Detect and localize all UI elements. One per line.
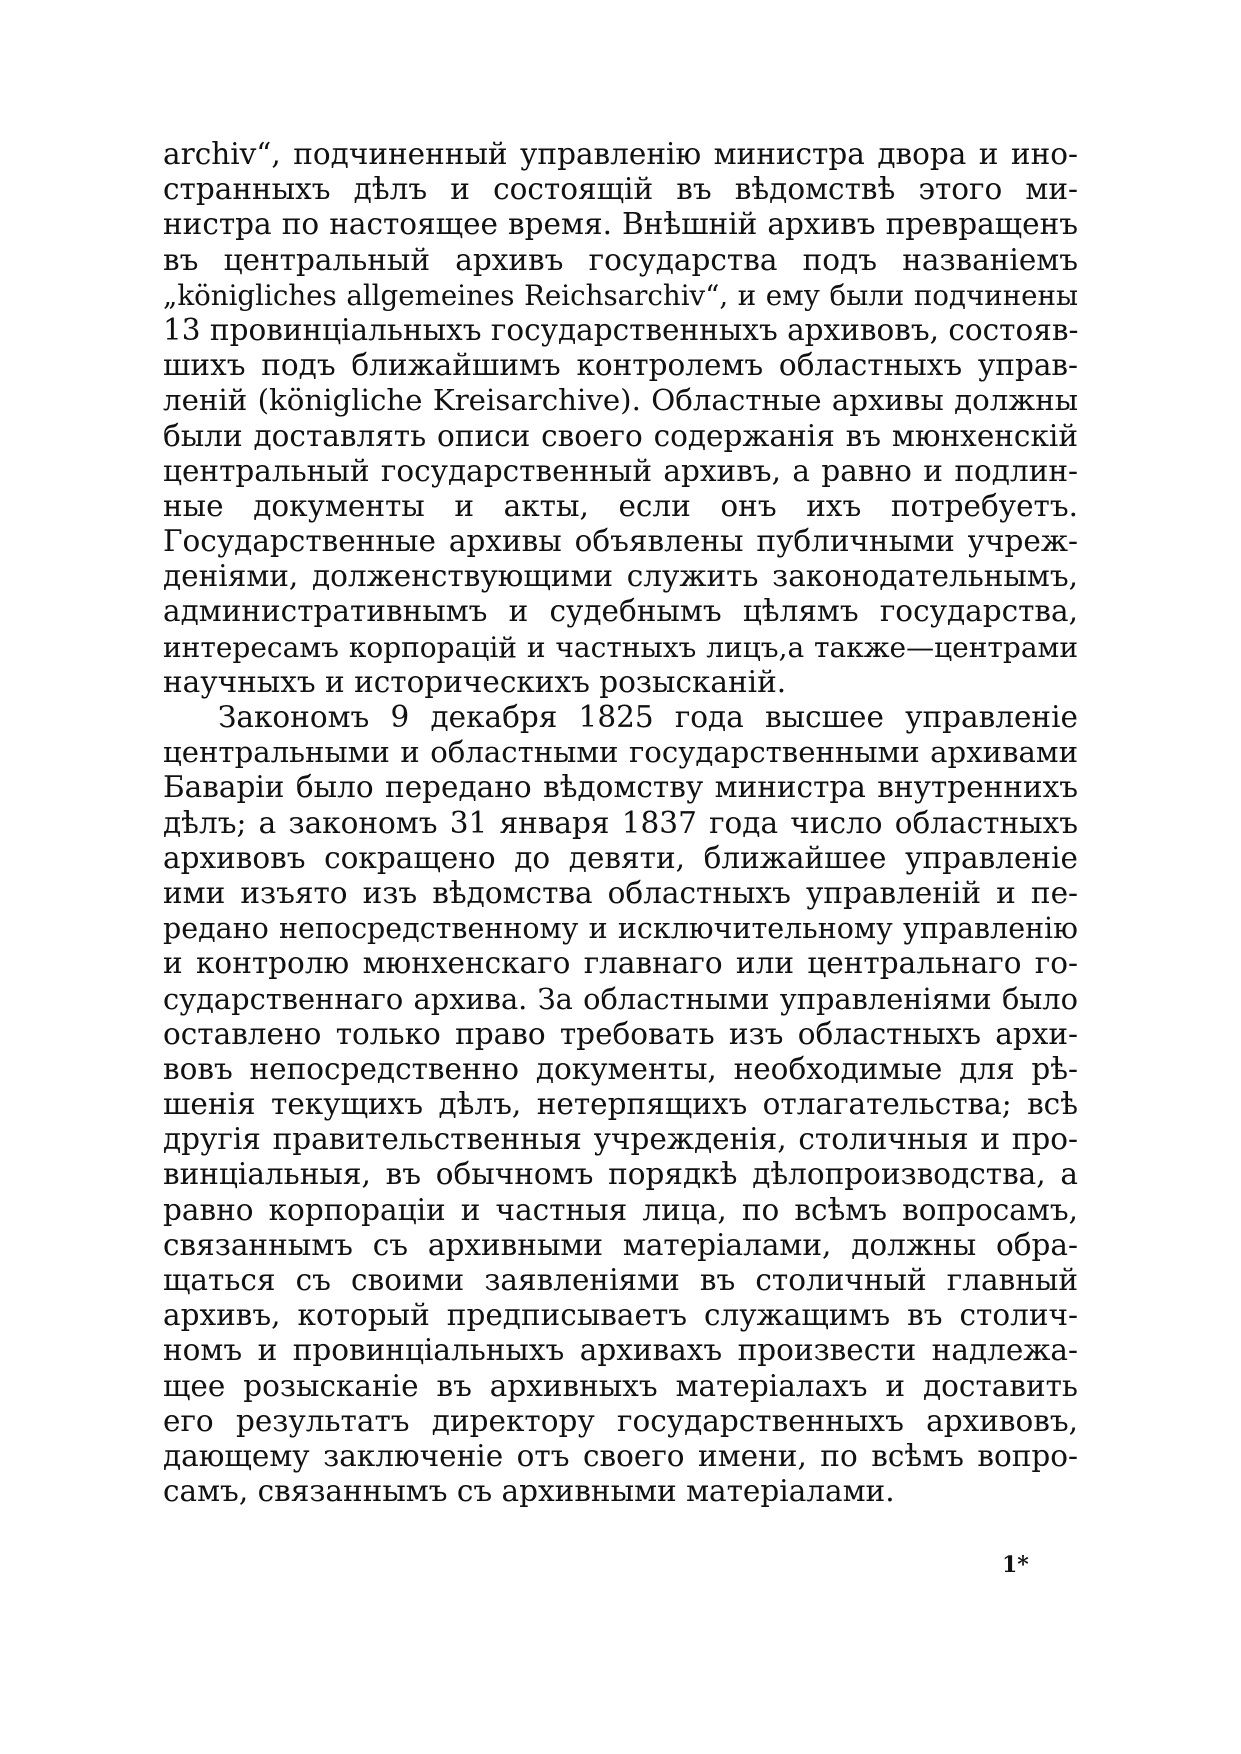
text-line: ими изъято изъ вѣдомства областныхъ управленій и пе- <box>163 875 1078 910</box>
text-line: и контролю мюнхенскаго главнаго или центральнаго го- <box>163 946 1078 981</box>
text-line: щаться съ своими заявленіями въ столичный главный <box>163 1263 1078 1297</box>
text-line: щее розысканіе въ архивныхъ матеріалахъ и доставить <box>163 1368 1078 1403</box>
text-line: самъ, связаннымъ съ архивными матеріалами. <box>163 1474 895 1509</box>
text-line: винціальныя, въ обычномъ порядкѣ дѣлопроизводства, а <box>163 1157 1078 1192</box>
text-line: вовъ непосредственно документы, необходимые для рѣ- <box>163 1051 1078 1086</box>
text-line: его результатъ директору государственныхъ архивовъ, <box>163 1403 1078 1438</box>
text-line: центральными и областными государственными архивами <box>163 735 1078 770</box>
text-line: оставлено только право требовать изъ областныхъ архи- <box>163 1016 1078 1051</box>
text-line: административнымъ и судебнымъ цѣлямъ государства, <box>163 594 1078 629</box>
text-line: Закономъ 9 декабря 1825 года высшее управленіе <box>218 700 1078 734</box>
text-line: шихъ подъ ближайшимъ контролемъ областныхъ управ- <box>163 348 1078 383</box>
text-line: странныхъ дѣлъ и состоящій въ вѣдомствѣ этого ми- <box>163 172 1078 207</box>
text-line: Государственные архивы объявлены публичными учреж- <box>163 524 1078 559</box>
text-line: архивовъ сокращено до девяти, ближайшее управленіе <box>163 840 1078 875</box>
text-line: редано непосредственному и исключительному управленію <box>163 912 1078 946</box>
text-line: центральный государственный архивъ, а равно и подлин- <box>163 453 1078 488</box>
text-line: шенія текущихъ дѣлъ, нетерпящихъ отлагательства; всѣ <box>163 1087 1078 1122</box>
text-line: нистра по настоящее время. Внѣшній архивъ превращенъ <box>163 207 1078 242</box>
text-line: въ центральный архивъ государства подъ названіемъ <box>163 242 1078 277</box>
text-line: ные документы и акты, если онъ ихъ потребуетъ. <box>163 488 1078 523</box>
text-line: archiv“, подчиненный управленію министра двора и ино- <box>163 137 1078 171</box>
text-line: были доставлять описи своего содержанія въ мюнхенскій <box>163 418 1078 453</box>
text-line: другія правительственныя учрежденія, столичныя и про- <box>163 1122 1078 1157</box>
text-line: равно корпораціи и частныя лица, по всѣмъ вопросамъ, <box>163 1192 1078 1227</box>
text-line: леній (königliche Kreisarchive). Областные архивы должны <box>163 383 1078 418</box>
text-line: „königliches allgemeines Reichsarchiv“, и ему были подчинены <box>163 278 1078 312</box>
text-line: деніями, долженствующими служить законодательнымъ, <box>163 559 1078 594</box>
text-line: научныхъ и историческихъ розысканій. <box>163 664 787 699</box>
text-line: архивъ, который предписываетъ служащимъ въ столич- <box>163 1298 1078 1333</box>
page-signature-mark: 1* <box>1002 1552 1029 1578</box>
text-line: дающему заключеніе отъ своего имени, по всѣмъ вопро- <box>163 1438 1078 1473</box>
text-line: связаннымъ съ архивными матеріалами, должны обра- <box>163 1227 1078 1262</box>
text-line: 13 провинціальныхъ государственныхъ архивовъ, состояв- <box>163 312 1079 347</box>
page-text <box>163 137 1078 1509</box>
text-line: сударственнаго архива. За областными управленіями было <box>163 981 1078 1016</box>
text-line: интересамъ корпорацій и частныхъ лицъ,а также—центрами <box>163 630 1078 664</box>
text-line: Баваріи было передано вѣдомству министра внутреннихъ <box>163 770 1078 805</box>
text-line: дѣлъ; а закономъ 31 января 1837 года число областныхъ <box>163 805 1078 840</box>
text-line: номъ и провинціальныхъ архивахъ произвести надлежа- <box>163 1333 1078 1368</box>
